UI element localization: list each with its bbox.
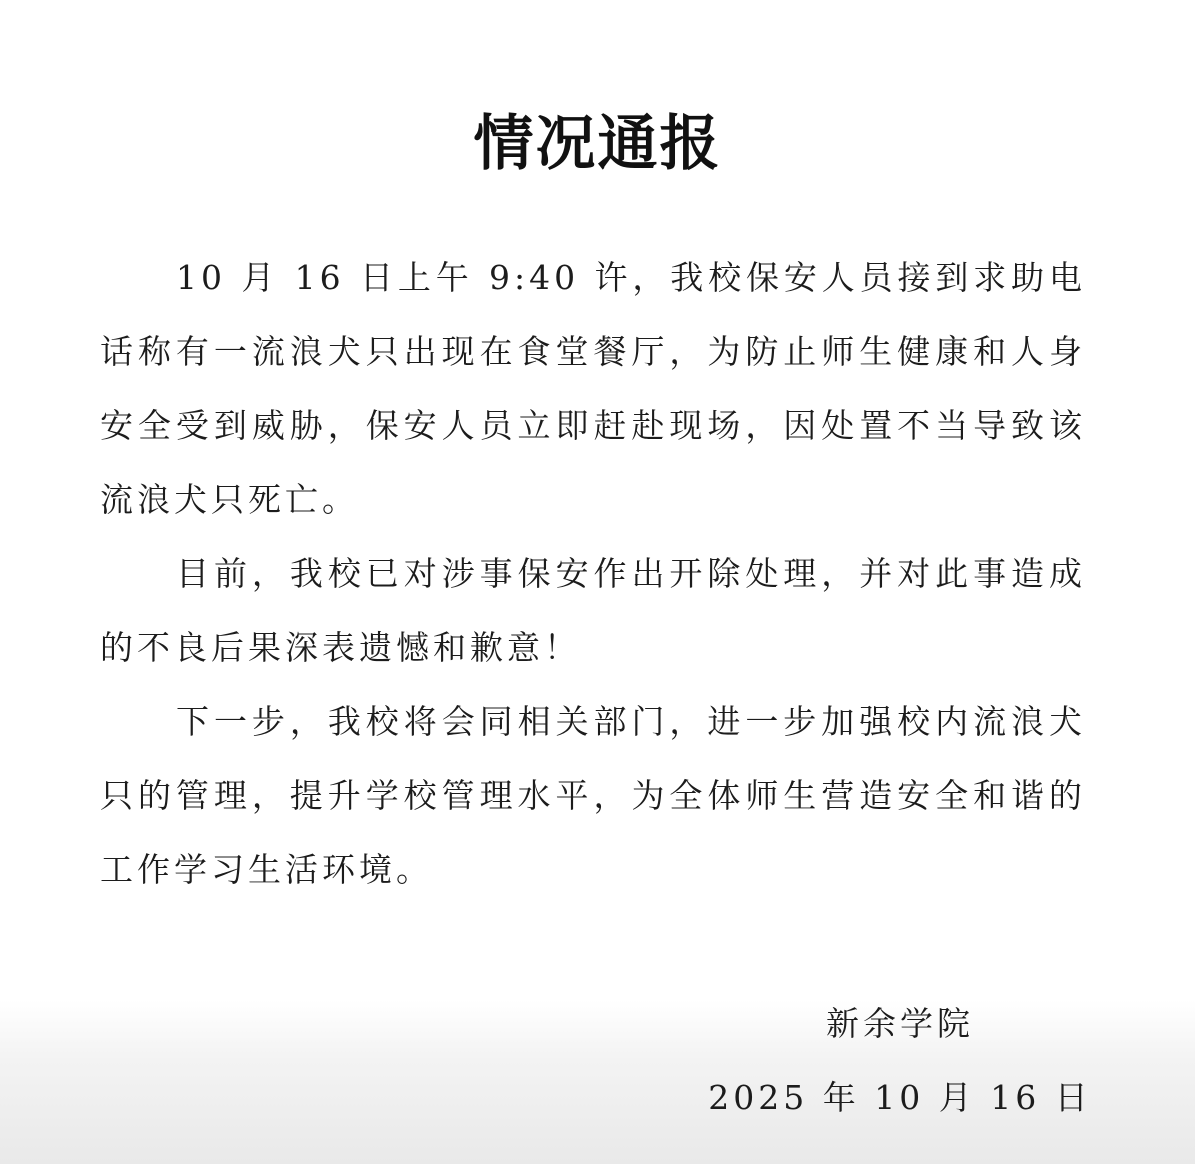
notice-paragraph-incident: 10 月 16 日上午 9:40 许，我校保安人员接到求助电话称有一流浪犬只出现在食堂餐厅，为防止师生健康和人身安全受到威胁，保安人员立即赶赴现场，因处置不当导致该流浪犬只死亡。 bbox=[100, 258, 1086, 519]
notice-paragraph-next-steps: 下一步，我校将会同相关部门，进一步加强校内流浪犬只的管理，提升学校管理水平，为全体师生营造安全和谐的工作学习生活环境。 bbox=[100, 702, 1086, 889]
notice-body bbox=[100, 241, 1086, 907]
signature-organization: 新余学院 bbox=[826, 1004, 974, 1043]
notice-title: 情况通报 bbox=[473, 109, 722, 179]
signature-date: 2025 年 10 月 16 日 bbox=[708, 1078, 1092, 1117]
notice-paragraph-action: 目前，我校已对涉事保安作出开除处理，并对此事造成的不良后果深表遗憾和歉意！ bbox=[100, 554, 1086, 667]
